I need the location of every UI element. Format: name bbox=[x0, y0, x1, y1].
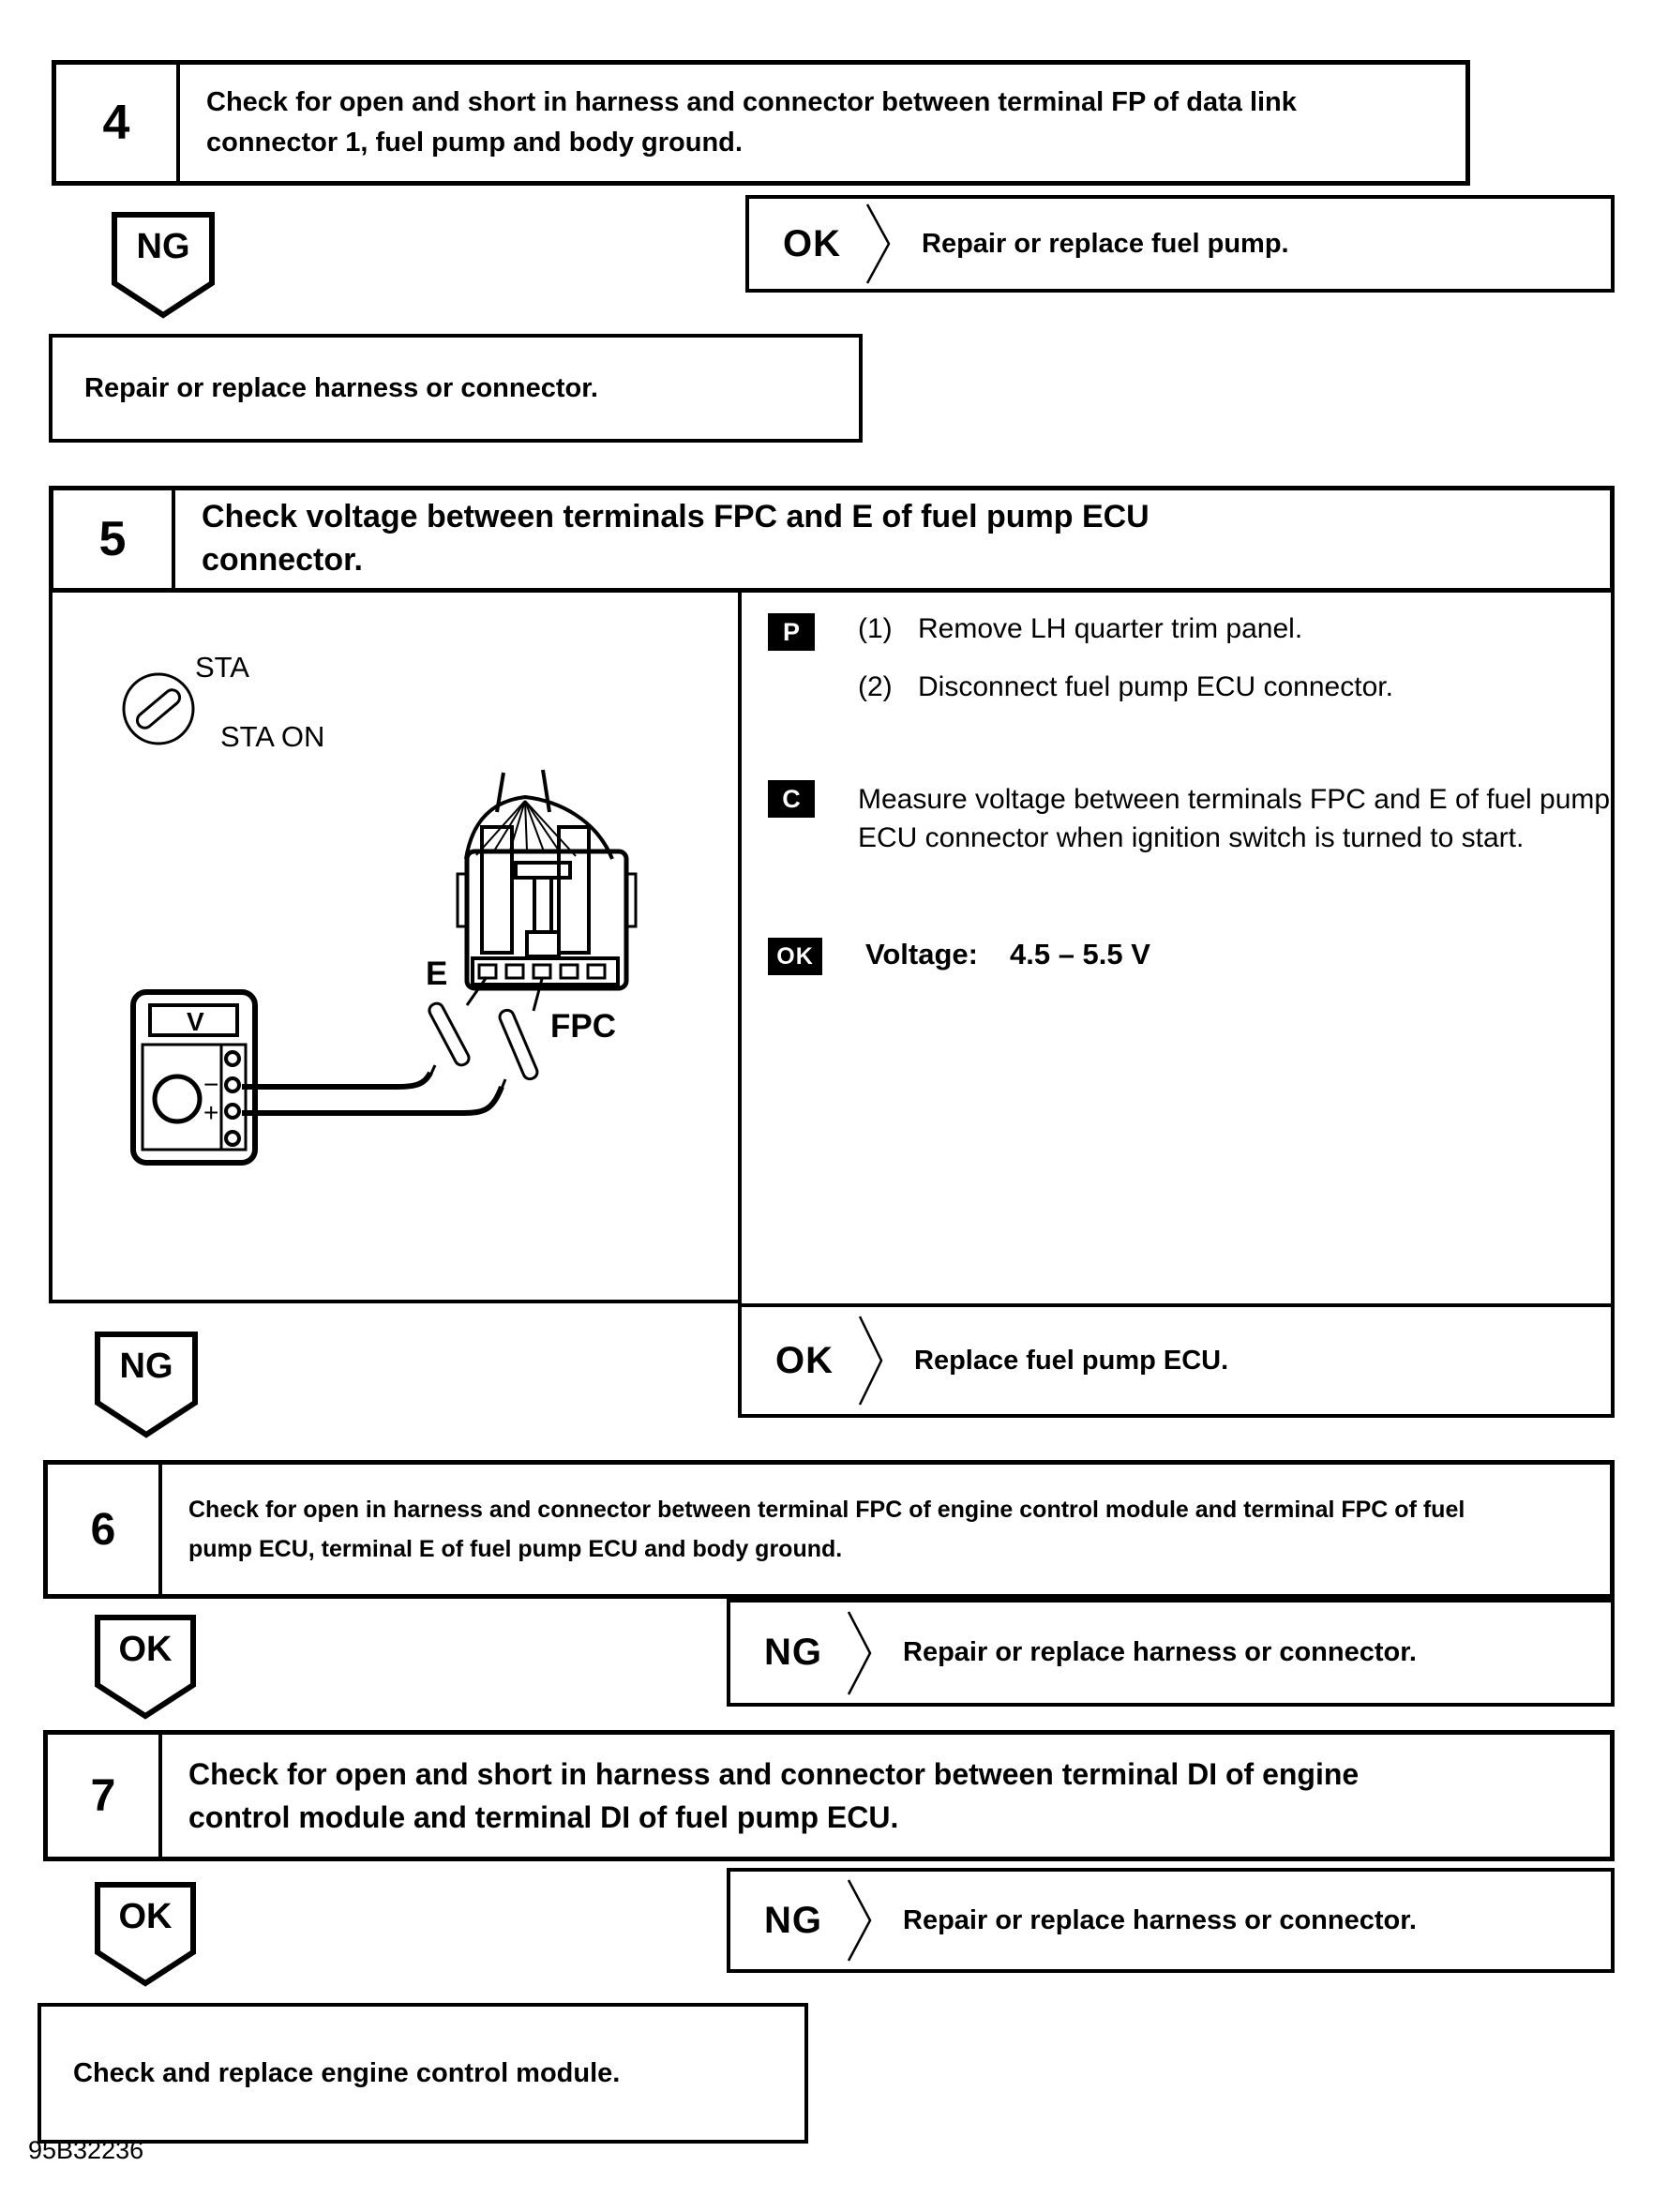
prepare-step2-text: Disconnect fuel pump ECU connector. bbox=[918, 671, 1393, 702]
step6-ng-result-box bbox=[727, 1599, 1615, 1707]
prepare-step2-number: (2) bbox=[858, 671, 893, 702]
step5-illustration-panel bbox=[49, 593, 738, 1303]
test-probes bbox=[242, 977, 542, 1113]
step4-ok-result-box bbox=[745, 195, 1615, 293]
step5-ok-label: OK bbox=[775, 1339, 834, 1381]
chevron-right-icon bbox=[858, 1315, 886, 1407]
sta-label: STA bbox=[195, 651, 249, 684]
step4-ok-label: OK bbox=[783, 222, 841, 264]
step4-box bbox=[52, 60, 1470, 186]
step4-title: Check for open and short in harness and connector between terminal FP of data link connector 1, fuel pump and body ground. bbox=[206, 86, 1297, 158]
step6-box bbox=[43, 1460, 1615, 1599]
chevron-right-icon bbox=[865, 203, 894, 285]
voltmeter-plus-label: + bbox=[203, 1098, 219, 1127]
step6-number: 6 bbox=[48, 1465, 162, 1594]
step4-number: 4 bbox=[56, 65, 180, 181]
spec-label: Voltage: bbox=[865, 938, 978, 971]
prepare-icon: P bbox=[768, 613, 815, 651]
prepare-step1-text: Remove LH quarter trim panel. bbox=[918, 613, 1303, 644]
voltage-check-diagram bbox=[53, 593, 738, 1300]
chevron-right-icon bbox=[847, 1878, 875, 1963]
ignition-key-icon bbox=[124, 674, 193, 744]
final-result-box bbox=[38, 2003, 808, 2144]
step6-ok-arrow bbox=[94, 1615, 197, 1720]
chevron-right-icon bbox=[847, 1610, 875, 1696]
check-icon: C bbox=[768, 780, 815, 818]
final-result-text: Check and replace engine control module. bbox=[73, 2057, 621, 2088]
check-instruction bbox=[768, 780, 1627, 858]
step4-ng-arrow bbox=[111, 212, 216, 319]
step7-title: Check for open and short in harness and connector between terminal DI of engine control module and terminal DI of fuel pump ECU. bbox=[188, 1756, 1360, 1834]
fuel-pump-ecu-connector bbox=[458, 770, 636, 988]
step6-ok-label: OK bbox=[118, 1630, 173, 1669]
step4-ok-result-text: Repair or replace fuel pump. bbox=[922, 228, 1289, 259]
voltmeter-v-label: V bbox=[187, 1007, 204, 1036]
step7-ng-label: NG bbox=[764, 1899, 822, 1941]
step7-ok-label: OK bbox=[118, 1897, 173, 1936]
step7-box bbox=[43, 1730, 1615, 1861]
step7-ok-arrow bbox=[94, 1882, 197, 1987]
step7-ng-result-text: Repair or replace harness or connector. bbox=[903, 1904, 1417, 1935]
voltmeter-minus-label: − bbox=[203, 1070, 219, 1099]
prepare-step1-number: (1) bbox=[858, 613, 893, 644]
step5-title: Check voltage between terminals FPC and E of fuel pump ECU connector. bbox=[202, 499, 1150, 578]
step4-ng-label: NG bbox=[136, 227, 190, 266]
spec-ok-icon: OK bbox=[768, 938, 822, 975]
step6-ng-result-text: Repair or replace harness or connector. bbox=[903, 1637, 1417, 1667]
step4-ng-result-box bbox=[49, 334, 863, 443]
terminal-e-label: E bbox=[426, 956, 448, 992]
terminal-fpc-label: FPC bbox=[550, 1008, 616, 1045]
step6-ng-label: NG bbox=[764, 1632, 822, 1673]
step7-ng-result-box bbox=[727, 1868, 1615, 1973]
figure-code: 95B32236 bbox=[28, 2136, 144, 2164]
spec-value: 4.5 – 5.5 V bbox=[1010, 938, 1150, 971]
step5-box bbox=[49, 486, 1615, 593]
step5-ng-arrow bbox=[94, 1332, 199, 1438]
check-text: Measure voltage between terminals FPC and E of fuel pump ECU connector when ignition switch is turned to start. bbox=[858, 784, 1611, 854]
spec-instruction bbox=[768, 938, 1150, 975]
sta-on-label: STA ON bbox=[220, 720, 325, 753]
step5-ok-result-text: Replace fuel pump ECU. bbox=[914, 1345, 1229, 1376]
step7-number: 7 bbox=[48, 1735, 162, 1857]
step4-ng-result-text: Repair or replace harness or connector. bbox=[84, 372, 598, 403]
step5-ng-label: NG bbox=[119, 1347, 173, 1386]
step5-ok-result-box bbox=[738, 1303, 1615, 1418]
prepare-instruction bbox=[768, 613, 1393, 703]
step6-title: Check for open in harness and connector between terminal FPC of engine control module and terminal FPC of fuel pump ECU, terminal E of fuel pump ECU and body ground. bbox=[188, 1496, 1465, 1562]
step5-instruction-panel bbox=[738, 593, 1615, 1303]
step5-number: 5 bbox=[53, 490, 175, 588]
